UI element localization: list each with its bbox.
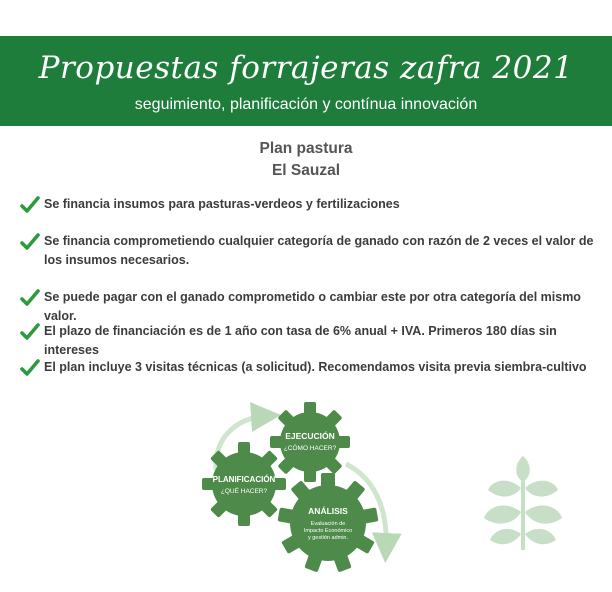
gears-cycle-graphic [196, 398, 406, 583]
gear-icon [202, 442, 286, 526]
list-item-text: Se financia comprometiendo cualquier categoría de ganado con razón de 2 veces el valor de los insumos necesarios. [44, 234, 594, 267]
gear-planificacion-title: PLANIFICACIÓN [212, 475, 276, 484]
list-item-text: El plazo de financiación es de 1 año con tasa de 6% anual + IVA. Primeros 180 días sin intereses [44, 324, 557, 357]
check-icon [20, 232, 40, 252]
plan-heading [0, 138, 612, 182]
leaf-logo-icon [484, 454, 562, 550]
gear-icon [278, 473, 379, 572]
gear-icon [270, 402, 350, 482]
list-item-text: El plan incluye 3 visitas técnicas (a solicitud). Recomendamos visita previa siembra-cultivo [44, 360, 587, 374]
gear-analisis-title: ANÁLISIS [308, 506, 348, 516]
top-margin [0, 0, 612, 36]
check-icon [20, 288, 40, 308]
header-banner [0, 36, 612, 126]
list-item-text: Se puede pagar con el ganado comprometido o cambiar este por otra categoría del mismo valor. [44, 290, 581, 323]
gear-analisis-subtitle: Evaluación de [310, 521, 346, 527]
list-item-text: Se financia insumos para pasturas-verdeos y fertilizaciones [44, 197, 400, 211]
gear-ejecucion-subtitle: ¿CÓMO HACER? [283, 445, 337, 452]
gear-analisis-subtitle: Impacto Económico [303, 528, 353, 534]
page-title: Propuestas forrajeras zafra 2021 [38, 50, 574, 86]
gear-planificacion-subtitle: ¿QUÉ HACER? [220, 488, 268, 495]
page-subtitle: seguimiento, planificación y contínua innovación [134, 96, 478, 113]
plan-location: El Sauzal [271, 162, 341, 179]
check-icon [20, 322, 40, 342]
check-icon [20, 195, 40, 215]
gear-analisis-subtitle: y gestión admin. [307, 535, 349, 541]
gear-ejecucion-title: EJECUCIÓN [285, 431, 335, 441]
plan-name: Plan pastura [259, 140, 353, 157]
check-icon [20, 358, 40, 378]
